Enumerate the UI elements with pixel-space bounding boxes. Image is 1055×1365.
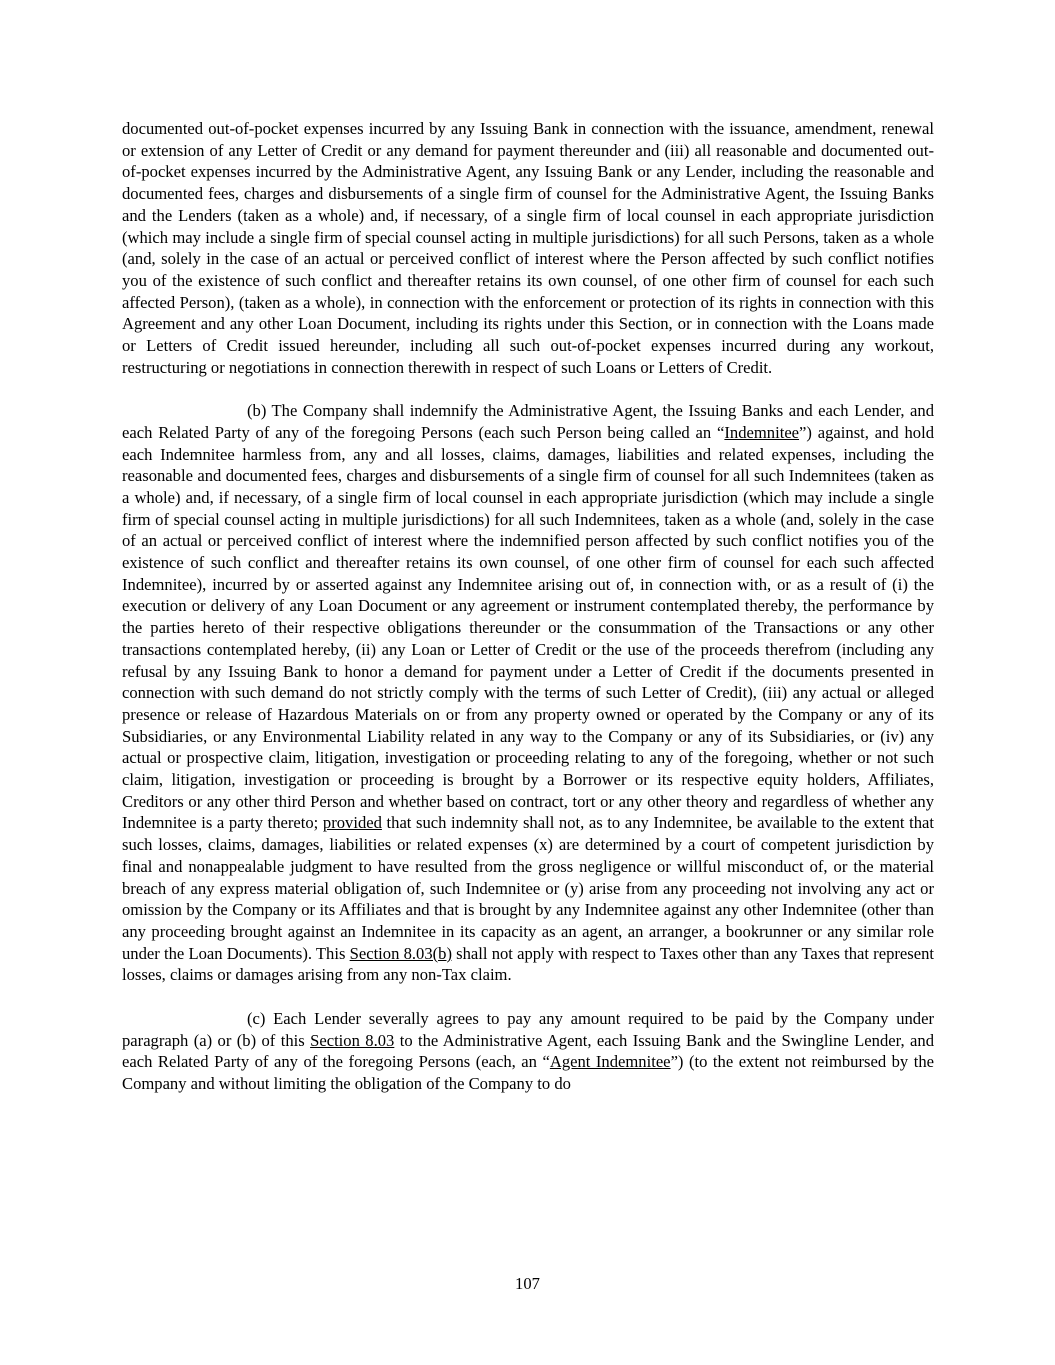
page-number: 107 xyxy=(515,1274,540,1293)
underlined-term: Section 8.03(b) xyxy=(349,943,452,963)
text-segment: to the Administrative Agent, each Issuing Bank and the Swingline Lender, and each Related Party of any of the foregoing Persons (each, an “ xyxy=(122,1030,934,1072)
text-segment: shall not apply with respect to Taxes other than any Taxes that represent losses, claims or damages arising from any non-Tax claim. xyxy=(122,943,934,985)
text-segment: documented out-of-pocket expenses incurred by any Issuing Bank in connection with the issuance, amendment, renewal or extension of any Letter of Credit or any demand for payment thereunder and (iii) all reasonable and documented out-of-pocket expenses incurred by the Administrative Agent, any Issuing Bank or any Lender, including the reasonable and documented fees, charges and disbursements of a single firm of counsel for the Administrative Agent, the Issuing Banks and the Lenders (taken as a whole) and, if necessary, of a single firm of local counsel in each appropriate jurisdiction (which may include a single firm of special counsel acting in multiple jurisdictions) for all such Persons, taken as a whole (and, solely in the case of an actual or perceived conflict of interest where the Person affected by such conflict notifies you of the existence of such conflict and thereafter retains its own counsel, of one other firm of counsel for each such affected Person), (taken as a whole), in connection with the enforcement or protection of its rights in connection with this Agreement and any other Loan Document, including its rights under this Section, or in connection with the Loans made or Letters of Credit issued hereunder, including all such out-of-pocket expenses incurred during any workout, restructuring or negotiations in connection therewith in respect of such Loans or Letters of Credit. xyxy=(122,119,934,377)
text-segment: that such indemnity shall not, as to any Indemnitee, be available to the extent that such losses, claims, damages, liabilities or related expenses (x) are determined by a court of competent jurisdiction by final and nonappealable judgment to have resulted from the gross negligence or willful misconduct of, or the material breach of any express material obligation of, such Indemnitee or (y) arise from any proceeding not involving any act or omission by the Company or its Affiliates and that is brought by any Indemnitee against any other Indemnitee (other than any proceeding brought against an Indemnitee in its capacity as an agent, an arranger, a bookrunner or any similar role under the Loan Documents). This xyxy=(122,813,935,963)
underlined-term: provided xyxy=(322,813,382,833)
text-segment: ”) (to the extent not reimbursed by the Company and without limiting the obligation of the Company to do xyxy=(122,1052,935,1093)
paragraph xyxy=(122,400,934,986)
text-segment: (b) The Company shall indemnify the Administrative Agent, the Issuing Banks and each Lender, and each Related Party of any of the foregoing Persons (each such Person being called an “ xyxy=(122,401,934,442)
paragraph xyxy=(122,118,934,378)
paragraph xyxy=(122,1008,934,1095)
underlined-term: Agent Indemnitee xyxy=(549,1052,671,1072)
text-segment: (c) Each Lender severally agrees to pay any amount required to be paid by the Company under paragraph (a) or (b) of this xyxy=(122,1008,934,1050)
underlined-term: Section 8.03 xyxy=(310,1030,395,1050)
document-body xyxy=(122,118,934,1116)
text-segment: ”) against, and hold each Indemnitee harmless from, any and all losses, claims, damages, liabilities and related expenses, including the reasonable and documented fees, charges and disbursements of a single firm of counsel for all such Indemnitees (taken as a whole) and, if necessary, of a single firm of local counsel in each appropriate jurisdiction (which may include a single firm of special counsel acting in multiple jurisdictions) for all such Indemnitees, taken as a whole (and, solely in the case of an actual or perceived conflict of interest where the indemnified person affected by such conflict notifies you of the existence of such conflict and thereafter retains its own counsel, of one other firm of counsel for each such affected Indemnitee), incurred by or asserted against any Indemnitee arising out of, in connection with, or as a result of (i) the execution or delivery of any Loan Document or any agreement or instrument contemplated thereby, the performance by the parties hereto of their respective obligations thereunder or the consummation of the Transactions or any other transactions contemplated hereby, (ii) any Loan or Letter of Credit or the use of the proceeds therefrom (including any refusal by any Issuing Bank to honor a demand for payment under a Letter of Credit if the documents presented in connection with such demand do not strictly comply with the terms of such Letter of Credit), (iii) any actual or alleged presence or release of Hazardous Materials on or from any property owned or operated by the Company or any of its Subsidiaries, or any Environmental Liability related in any way to the Company or any of its Subsidiaries, or (iv) any actual or prospective claim, litigation, investigation or proceeding relating to any of the foregoing, whether or not such claim, litigation, investigation or proceeding is brought by a Borrower or its respective equity holders, Affiliates, Creditors or any other third Person and whether based on contract, tort or any other theory and regardless of whether any Indemnitee is a party thereto; xyxy=(122,422,935,833)
underlined-term: Indemnitee xyxy=(724,422,800,442)
